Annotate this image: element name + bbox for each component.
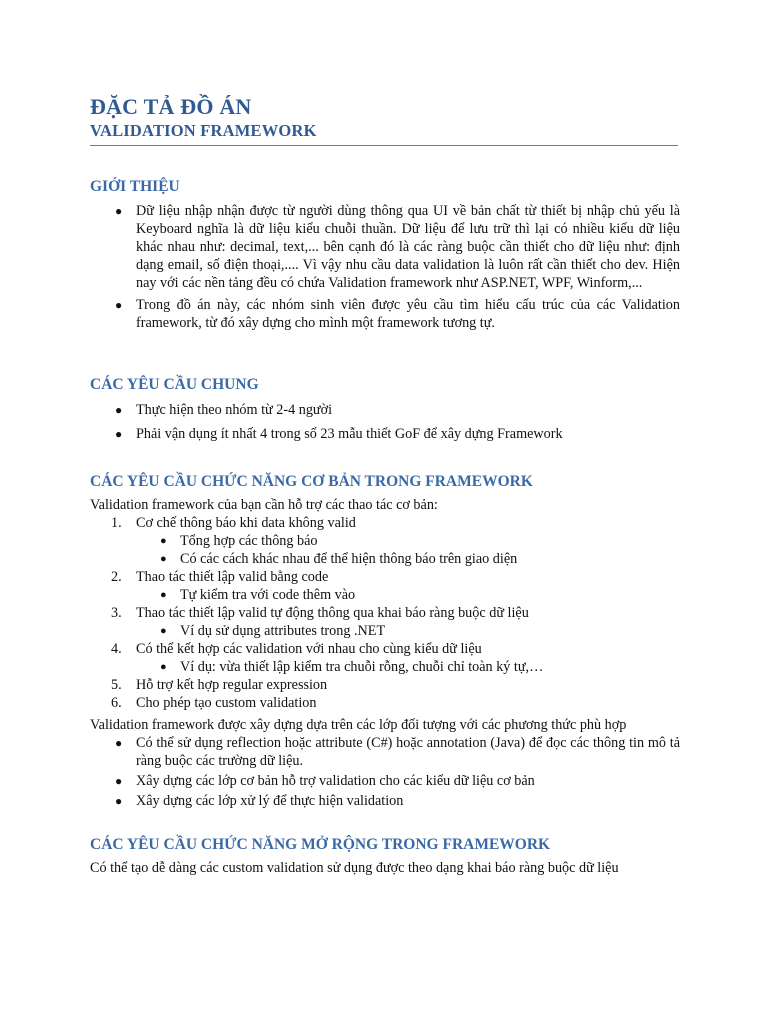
bullet-icon: ●	[115, 774, 123, 788]
list-item: ● Thực hiện theo nhóm từ 2-4 người	[115, 402, 333, 418]
document-title: ĐẶC TẢ ĐỒ ÁN	[90, 94, 252, 119]
list-item: ● Xây dựng các lớp xử lý để thực hiện validation	[115, 793, 404, 809]
numbered-item: 4. Có thể kết hợp các validation với nhau cho cùng kiểu dữ liệu ● Ví dụ: vừa thiết lập kiểm tra chuỗi rỗng, chuỗi chỉ toàn ký tự,…	[90, 640, 680, 676]
heading-gioi-thieu: GIỚI THIỆU	[90, 178, 180, 195]
numbered-item: 1. Cơ chế thông báo khi data không valid ● Tổng hợp các thông báo ● Có các cách khác nhau để thể hiện thông báo trên giao diện	[90, 514, 680, 568]
sub-list-item: ● Tự kiểm tra với code thêm vào	[160, 587, 356, 603]
bullet-icon: ●	[160, 589, 167, 601]
extended-features-text: Có thể tạo dễ dàng các custom validation sử dụng được theo dạng khai báo ràng buộc dữ liệu	[90, 860, 619, 876]
numbered-item: 3. Thao tác thiết lập valid tự động thông qua khai báo ràng buộc dữ liệu ● Ví dụ sử dụng attributes trong .NET	[90, 604, 680, 640]
bullet-icon: ●	[115, 204, 123, 218]
sub-list	[136, 532, 680, 568]
bullet-icon: ●	[115, 427, 123, 441]
sub-list	[136, 622, 680, 640]
list-item: ● Trong đồ án này, các nhóm sinh viên được yêu cầu tìm hiểu cấu trúc của các Validation framework, từ đó xây dựng cho mình một framework tương tự.	[115, 297, 680, 331]
sub-list-item: ● Ví dụ sử dụng attributes trong .NET	[160, 623, 386, 639]
sub-list-item: ● Tổng hợp các thông báo	[160, 533, 318, 549]
bullet-icon: ●	[160, 553, 167, 565]
general-requirements-list	[90, 401, 680, 447]
numbered-item: 5. Hỗ trợ kết hợp regular expression	[111, 677, 328, 693]
bullet-icon: ●	[160, 661, 167, 673]
numbered-item: 2. Thao tác thiết lập valid bằng code ● Tự kiểm tra với code thêm vào	[90, 568, 680, 604]
sub-list-item: ● Ví dụ: vừa thiết lập kiểm tra chuỗi rỗng, chuỗi chỉ toàn ký tự,…	[160, 659, 544, 675]
title-divider	[90, 145, 678, 146]
bullet-icon: ●	[115, 794, 123, 808]
bullet-icon: ●	[115, 298, 123, 312]
sub-list	[136, 658, 680, 676]
list-item: ● Phải vận dụng ít nhất 4 trong số 23 mẫu thiết GoF để xây dựng Framework	[115, 426, 563, 442]
heading-chuc-nang-mo-rong: CÁC YÊU CẦU CHỨC NĂNG MỞ RỘNG TRONG FRAMEWORK	[90, 836, 551, 853]
document-subtitle: VALIDATION FRAMEWORK	[90, 121, 317, 140]
framework-structure-intro: Validation framework được xây dựng dựa trên các lớp đối tượng với các phương thức phù hợp	[90, 717, 627, 733]
bullet-icon: ●	[160, 625, 167, 637]
list-item: ● Có thể sử dụng reflection hoặc attribute (C#) hoặc annotation (Java) để đọc các thông tin mô tả ràng buộc các trường dữ liệu.	[115, 735, 680, 769]
bullet-icon: ●	[115, 403, 123, 417]
heading-yeu-cau-chung: CÁC YÊU CẦU CHUNG	[90, 376, 259, 393]
sub-list	[136, 586, 680, 604]
basic-features-intro: Validation framework của bạn cần hỗ trợ các thao tác cơ bản:	[90, 497, 438, 513]
bullet-icon: ●	[115, 736, 123, 750]
framework-structure-list	[90, 734, 680, 814]
list-item: ● Xây dựng các lớp cơ bản hỗ trợ validation cho các kiểu dữ liệu cơ bản	[115, 773, 535, 789]
heading-chuc-nang-co-ban: CÁC YÊU CẦU CHỨC NĂNG CƠ BẢN TRONG FRAMEWORK	[90, 473, 533, 490]
numbered-item: 6. Cho phép tạo custom validation	[111, 695, 317, 711]
basic-features-list	[90, 514, 680, 712]
list-item: ● Dữ liệu nhập nhận được từ người dùng thông qua UI về bản chất từ thiết bị nhập chủ yếu là Keyboard nghĩa là dữ liệu kiểu chuỗi thuần. Dữ liệu để lưu trữ thì lại có nhiều kiểu dữ liệu khác nhau như: decimal, text,... bên cạnh đó là các ràng buộc cần thiết cho dữ liệu như: định dạng email, số điện thoại,.... Vì vậy nhu cầu data validation là luôn rất cần thiết cho dev. Hiện nay với các nền tảng đều có chứa Validation framework như ASP.NET, WPF, Winform,...	[115, 203, 680, 291]
bullet-icon: ●	[160, 535, 167, 547]
sub-list-item: ● Có các cách khác nhau để thể hiện thông báo trên giao diện	[160, 551, 518, 567]
intro-bullet-list	[90, 202, 680, 336]
